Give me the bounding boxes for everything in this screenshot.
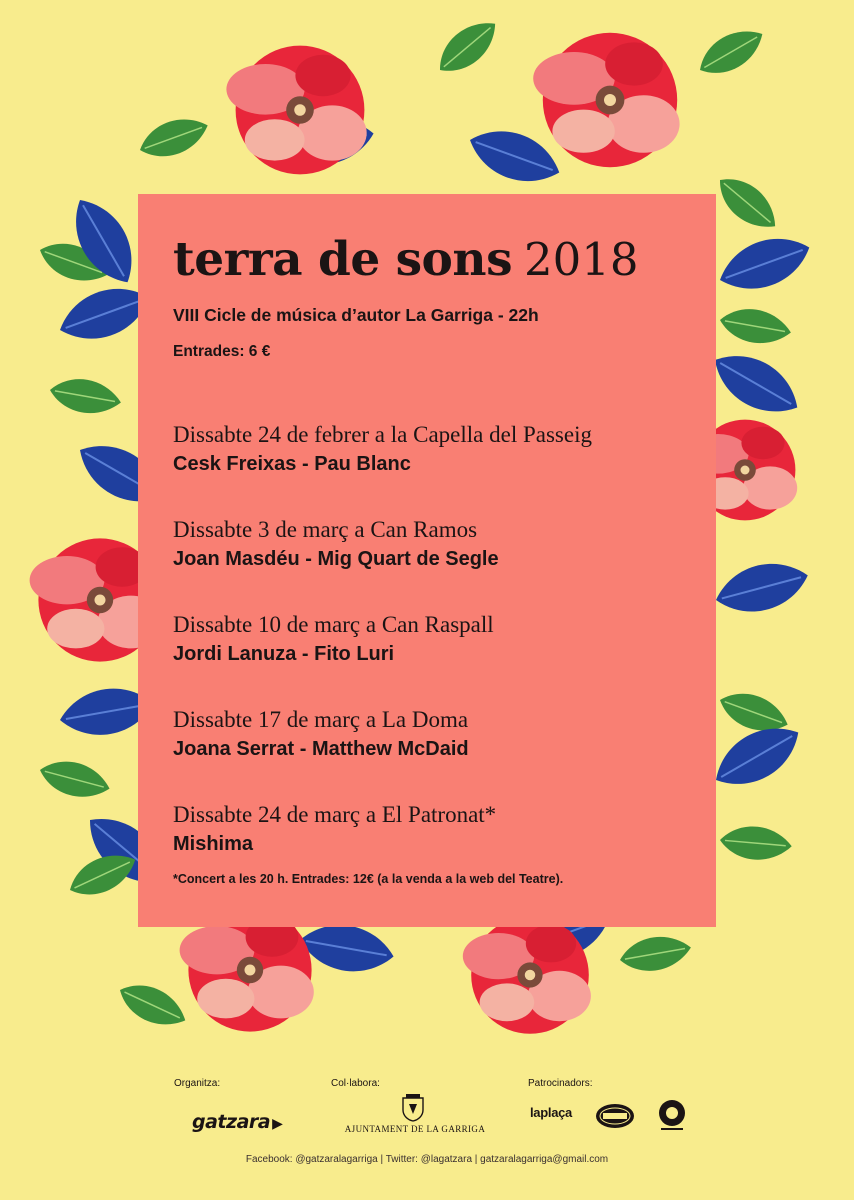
event-artists: Cesk Freixas - Pau Blanc	[173, 453, 411, 475]
event-item	[173, 515, 716, 610]
event-artists: Jordi Lanuza - Fito Luri	[173, 643, 395, 665]
montseny-logo-icon	[595, 1102, 635, 1130]
play-icon: ▶	[272, 1116, 283, 1132]
laplaca-logo	[530, 1104, 572, 1122]
event-artists: Joan Masdéu - Mig Quart de Segle	[173, 548, 499, 570]
event-date: Dissabte 24 de març a El Patronat*	[173, 802, 497, 827]
organizer-label: Organitza:	[174, 1078, 221, 1089]
town-crest-icon	[400, 1092, 426, 1122]
ajuntament-logo-text: AJUNTAMENT DE LA GARRIGA	[344, 1124, 486, 1134]
event-date: Dissabte 17 de març a La Doma	[173, 707, 469, 732]
event-artists: Joana Serrat - Matthew McDaid	[173, 738, 469, 760]
event-item	[173, 610, 716, 705]
poster-title	[173, 230, 716, 294]
event-artists: Mishima	[173, 833, 254, 855]
program-panel	[138, 194, 716, 927]
laplaca-logo-text: laplaça	[530, 1105, 572, 1120]
ticket-price: Entrades: 6 €	[173, 343, 271, 360]
contact-info: Facebook: @gatzaralagarriga | Twitter: @lagatzara | gatzaralagarriga@gmail.com	[245, 1154, 609, 1165]
event-date: Dissabte 10 de març a Can Raspall	[173, 612, 494, 637]
subtitle: VIII Cicle de música d’autor La Garriga - 22h	[173, 305, 539, 325]
collaborator-label: Col·labora:	[331, 1078, 380, 1089]
footnote: *Concert a les 20 h. Entrades: 12€ (a la venda a la web del Teatre).	[173, 872, 564, 886]
gatzara-logo-text: gatzara	[192, 1111, 271, 1133]
event-list	[173, 420, 716, 895]
radio-station-logo-icon	[655, 1098, 689, 1132]
event-item	[173, 420, 716, 515]
credits-bar	[0, 1070, 854, 1200]
gatzara-logo	[192, 1111, 282, 1133]
event-date: Dissabte 3 de març a Can Ramos	[173, 517, 478, 542]
title-year: 2018	[524, 233, 639, 286]
sponsors-label: Patrocinadors:	[528, 1078, 593, 1089]
event-item	[173, 705, 716, 800]
event-date: Dissabte 24 de febrer a la Capella del Passeig	[173, 422, 592, 447]
title-text: terra de sons	[173, 232, 513, 287]
